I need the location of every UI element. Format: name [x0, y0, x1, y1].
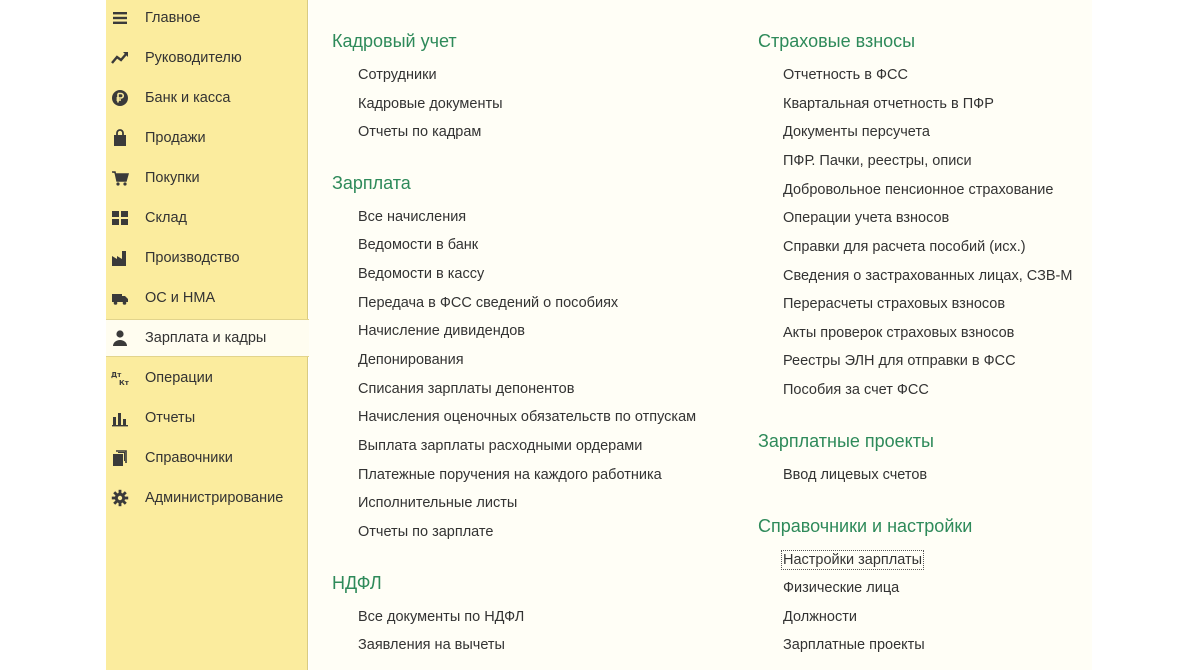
- left-margin: [0, 0, 106, 670]
- sidebar-item-label: Операции: [145, 370, 213, 386]
- link-depositor-writeoffs[interactable]: Списания зарплаты депонентов: [358, 381, 575, 397]
- link-positions[interactable]: Должности: [783, 609, 857, 625]
- sidebar-item-warehouse[interactable]: [106, 200, 308, 238]
- link-writs-of-execution[interactable]: Исполнительные листы: [358, 495, 518, 511]
- sidebar-item-sales[interactable]: [106, 120, 308, 158]
- debit-credit-icon: [111, 369, 129, 387]
- warehouse-grid-icon: [111, 209, 129, 227]
- link-hr-reports[interactable]: Отчеты по кадрам: [358, 124, 482, 140]
- ruble-coin-icon: [111, 89, 129, 107]
- section-title-hr-records: Кадровый учет: [332, 31, 457, 51]
- link-contribution-recalc[interactable]: Перерасчеты страховых взносов: [783, 296, 1006, 312]
- link-voluntary-pension[interactable]: Добровольное пенсионное страхование: [783, 182, 1054, 198]
- link-cash-statements[interactable]: Ведомости в кассу: [358, 266, 485, 282]
- link-hr-documents[interactable]: Кадровые документы: [358, 96, 503, 112]
- link-all-ndfl-documents[interactable]: Все документы по НДФЛ: [358, 609, 525, 625]
- books-icon: [111, 449, 129, 467]
- link-bank-statements[interactable]: Ведомости в банк: [358, 237, 479, 253]
- link-personal-accounts-input[interactable]: Ввод лицевых счетов: [783, 467, 928, 483]
- link-pfr-quarterly[interactable]: Квартальная отчетность в ПФР: [783, 96, 994, 112]
- sidebar-item-purchases[interactable]: [106, 160, 308, 198]
- svg-text:Дт: Дт: [111, 371, 122, 379]
- sidebar-item-label: Руководителю: [145, 50, 242, 66]
- sidebar-item-reports[interactable]: [106, 400, 308, 438]
- link-all-accruals[interactable]: Все начисления: [358, 209, 467, 225]
- sidebar-item-label: Главное: [145, 10, 201, 26]
- section-title-directories-settings: Справочники и настройки: [758, 516, 973, 536]
- link-eln-registers[interactable]: Реестры ЭЛН для отправки в ФСС: [783, 353, 1016, 369]
- sidebar-item-salary-hr[interactable]: [106, 319, 309, 357]
- link-dividends-accrual[interactable]: Начисление дивидендов: [358, 323, 525, 339]
- link-vacation-liabilities[interactable]: Начисления оценочных обязательств по отпускам: [358, 409, 697, 425]
- sidebar-item-operations[interactable]: [106, 360, 308, 398]
- link-benefit-certificates[interactable]: Справки для расчета пособий (исх.): [783, 239, 1026, 255]
- sidebar-item-bank[interactable]: [106, 80, 308, 118]
- sidebar-item-manager[interactable]: [106, 40, 308, 78]
- trend-up-icon: [111, 49, 129, 67]
- link-individuals[interactable]: Физические лица: [783, 580, 900, 596]
- link-fss-reporting[interactable]: Отчетность в ФСС: [783, 67, 908, 83]
- shopping-cart-icon: [111, 169, 129, 187]
- truck-icon: [111, 289, 129, 307]
- link-pfr-packs[interactable]: ПФР. Пачки, реестры, описи: [783, 153, 972, 169]
- section-title-salary-projects: Зарплатные проекты: [758, 431, 934, 451]
- link-salary-settings[interactable]: Настройки зарплаты: [783, 552, 923, 568]
- sidebar-item-label: Банк и касса: [145, 90, 231, 106]
- link-salary-projects[interactable]: Зарплатные проекты: [783, 637, 925, 653]
- sidebar-item-label: Отчеты: [145, 410, 196, 426]
- link-szv-m[interactable]: Сведения о застрахованных лицах, СЗВ-М: [783, 268, 1073, 284]
- right-margin: [1092, 0, 1200, 670]
- sidebar-item-main[interactable]: [106, 0, 308, 38]
- sidebar-item-label: Склад: [145, 210, 187, 226]
- section-title-insurance: Страховые взносы: [758, 31, 916, 51]
- section-title-salary: Зарплата: [332, 173, 411, 193]
- sidebar-item-fixed-assets[interactable]: [106, 280, 308, 318]
- section-content-panel: [309, 0, 1092, 670]
- sidebar-item-label: Продажи: [145, 130, 206, 146]
- sidebar-item-production[interactable]: [106, 240, 308, 278]
- link-fss-benefits-transfer[interactable]: Передача в ФСС сведений о пособиях: [358, 295, 619, 311]
- link-salary-reports[interactable]: Отчеты по зарплате: [358, 524, 494, 540]
- sidebar-item-label: Справочники: [145, 450, 233, 466]
- shopping-bag-icon: [111, 129, 129, 147]
- gear-icon: [111, 489, 129, 507]
- section-title-ndfl: НДФЛ: [332, 573, 382, 593]
- link-deposits[interactable]: Депонирования: [358, 352, 464, 368]
- sidebar-item-label: Администрирование: [145, 490, 284, 506]
- sidebar-item-label: Покупки: [145, 170, 200, 186]
- link-personal-records[interactable]: Документы персучета: [783, 124, 930, 140]
- svg-text:Кт: Кт: [119, 379, 129, 387]
- bar-chart-icon: [111, 409, 129, 427]
- link-employees[interactable]: Сотрудники: [358, 67, 437, 83]
- sidebar-item-directories[interactable]: [106, 440, 308, 478]
- link-payment-orders[interactable]: Платежные поручения на каждого работника: [358, 467, 662, 483]
- link-cash-order-payouts[interactable]: Выплата зарплаты расходными ордерами: [358, 438, 643, 454]
- sidebar-item-administration[interactable]: [106, 480, 308, 518]
- sidebar-item-label: Зарплата и кадры: [145, 330, 267, 346]
- link-contribution-operations[interactable]: Операции учета взносов: [783, 210, 950, 226]
- link-audit-acts[interactable]: Акты проверок страховых взносов: [783, 325, 1015, 341]
- sidebar-item-label: Производство: [145, 250, 240, 266]
- sections-sidebar: [106, 0, 308, 670]
- factory-icon: [111, 249, 129, 267]
- menu-lines-icon: [111, 9, 129, 27]
- person-icon: [111, 329, 129, 347]
- link-deduction-applications[interactable]: Заявления на вычеты: [358, 637, 505, 653]
- link-fss-benefits[interactable]: Пособия за счет ФСС: [783, 382, 929, 398]
- sidebar-item-label: ОС и НМА: [145, 290, 216, 306]
